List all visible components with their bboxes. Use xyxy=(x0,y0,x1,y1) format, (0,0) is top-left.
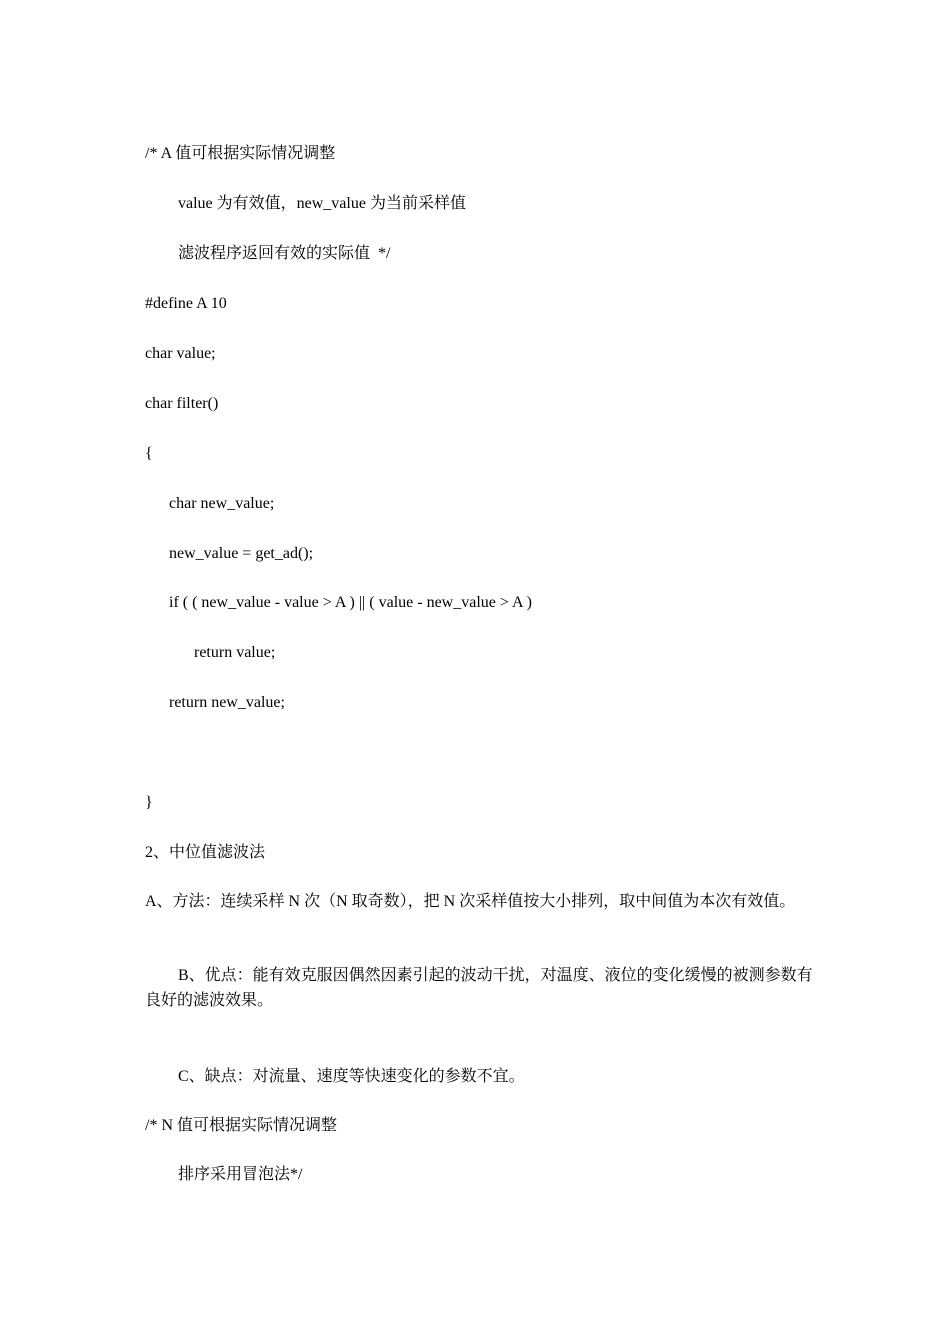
code-line-decl: char new_value; xyxy=(169,495,275,512)
code-line-assign: new_value = get_ad(); xyxy=(169,545,314,562)
code-line-if: if ( ( new_value - value > A ) || ( value - new_value > A ) xyxy=(169,594,533,611)
comment-line-2: value 为有效值，new_value 为当前采样值 xyxy=(178,195,466,212)
code-close-brace: } xyxy=(145,794,153,811)
define-line: #define A 10 xyxy=(145,295,227,312)
code-line-var: char value; xyxy=(145,345,216,362)
code-line-func: char filter() xyxy=(145,395,219,412)
method-paragraph: A、方法：连续采样 N 次（N 取奇数），把 N 次采样值按大小排列，取中间值为本次有效值。 xyxy=(145,893,796,910)
comment-line-1: /* A 值可根据实际情况调整 xyxy=(145,145,336,162)
code-line-return-new: return new_value; xyxy=(169,694,285,711)
section-heading: 2、中位值滤波法 xyxy=(145,844,266,861)
code-line-return-value: return value; xyxy=(194,644,276,661)
code-open-brace: { xyxy=(145,445,153,462)
disadvantage-paragraph: C、缺点：对流量、速度等快速变化的参数不宜。 xyxy=(178,1068,525,1085)
comment-line-3: 滤波程序返回有效的实际值 */ xyxy=(178,245,391,262)
comment-line-sort: 排序采用冒泡法*/ xyxy=(178,1166,303,1183)
comment-line-n: /* N 值可根据实际情况调整 xyxy=(145,1117,338,1134)
advantage-paragraph: B、优点：能有效克服因偶然因素引起的波动干扰，对温度、液位的变化缓慢的被测参数有良好的滤波效果。 xyxy=(145,967,813,1009)
